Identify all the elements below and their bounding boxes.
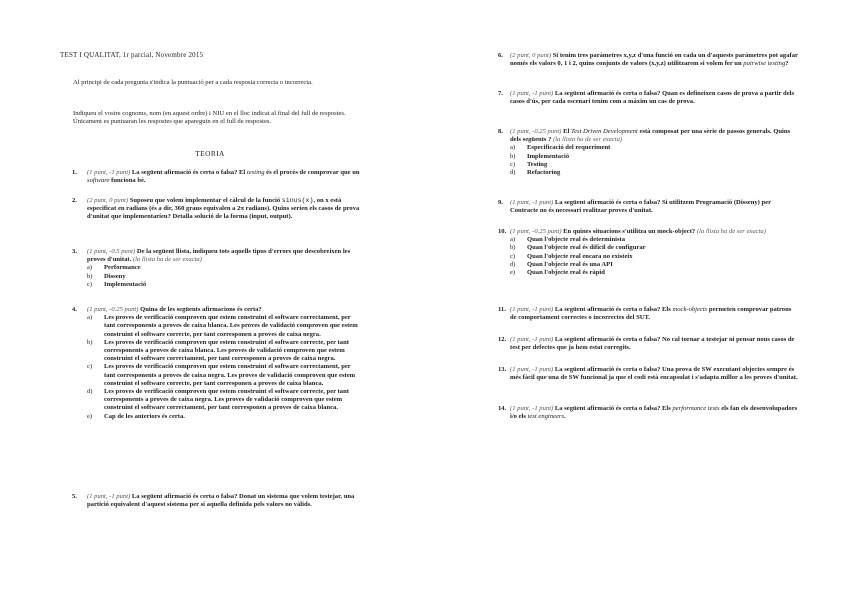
options-list bbox=[498, 236, 798, 277]
question-text: Si tenim tres paràmetres x,y,z d'una funció on cada un d'aquests paràmetres pot agafar només els valors 0, 1 i 2, quins conjunts de valors (x,y,z) utilitzarem si volem fer un bbox=[510, 52, 798, 68]
option-c[interactable]: c) Testing bbox=[510, 160, 548, 168]
question-text: La següent afirmació és certa o falsa? Quan es defineixen casos de prova a partir dels casos d'ús, per cada escenari tenim com a màxim un cas de prova. bbox=[510, 90, 795, 106]
intro-paragraph-2: Indiqueu el vostre cognoms, nom (en aquest ordre) i NIU en el lloc indicat al final del full de respostes. Únicament es puntuaran les respostes que apareguin en el full de respostes. bbox=[73, 110, 346, 126]
question-points: (1 punt, -0.25 punt) bbox=[510, 228, 562, 235]
options-list bbox=[60, 264, 360, 289]
question-number: 2. bbox=[72, 197, 77, 204]
question-text: La següent afirmació és certa o falsa? El bbox=[131, 169, 246, 176]
section-title: TEORIA bbox=[195, 149, 225, 158]
question-points: (1 punt, -0.25 punt) bbox=[510, 128, 562, 135]
option-b[interactable]: b) Les proves de verificació comproven que estem construint el software correcte, per tant corresponents a proves de caixa blanca. Les proves de validació comproven que estem construint el software correctament, per tant corresponen a proves de caixa negra. bbox=[87, 338, 349, 363]
question-2: 2. (2 punt, 0 punt) Suposeu que volem implementar el càlcul de la funció sinus(x), on x està especificat en radians (és a dir, 360 graus equivalen a 2π radians). Quins serien els casos de prova d'unitat que implementaríeu? Detalla solució de la forma (input, output). bbox=[72, 197, 360, 221]
option-d[interactable]: d) Refactoring bbox=[510, 169, 561, 177]
question-points: (1 punt, -1 punt) bbox=[510, 306, 554, 313]
question-text: La següent afirmació és certa o falsa? Una prova de SW executant objectes sempre és més fàcil que una de SW funcional ja que el codi està encapsulat i s'adapta millor a les proves d'unitat. bbox=[510, 366, 798, 382]
question-text: De la següent llista, indiqueu tots aquells tipus d'errors que descobreixen les proves d'unitat. bbox=[87, 248, 351, 264]
question-points: (1 punt, -1 punt) bbox=[510, 405, 554, 412]
question-text: Quina de les següents afirmacions és certa? bbox=[140, 306, 262, 313]
option-a[interactable]: a) Les proves de verificació comproven que estem construint el software correctament, per tant corresponents a proves de caixa blanca. Les proves de validació comproven que estem construint el software correcte, per tant corresponen a proves de caixa negra. bbox=[87, 314, 358, 338]
page-title: TEST I QUALITAT, 1r parcial, Novembre 2015 bbox=[60, 51, 204, 59]
question-4 bbox=[60, 306, 360, 421]
question-points: (1 punt, -1 punt) bbox=[510, 90, 554, 97]
intro-paragraph-1: Al principi de cada pregunta s'indica la puntuació per a cada resposta correcta o incorrecta. bbox=[73, 79, 313, 86]
question-points: (1 punt, -1 punt) bbox=[87, 169, 131, 176]
question-points: (1 punt, -1 punt) bbox=[87, 493, 131, 500]
question-number: 13. bbox=[498, 366, 507, 373]
options-list bbox=[498, 144, 798, 177]
question-points: (2 punt, 0 punt) bbox=[510, 52, 552, 59]
question-number: 5. bbox=[72, 493, 77, 500]
question-5 bbox=[60, 493, 360, 509]
option-d[interactable]: d) Les proves de verificació comproven que estem construint el software correcte, per tant corresponents a proves de caixa negra. Les proves de validació comproven que estem construint el software correctament, per tant corresponen a proves de caixa blanca. bbox=[87, 388, 349, 412]
question-number: 10. bbox=[498, 228, 507, 235]
option-b[interactable]: b) Implementació bbox=[510, 152, 570, 160]
option-c[interactable]: c) Les proves de verificació comproven que estem construint el software correctament, per tant corresponents a proves de caixa negra. Les proves de validació comproven que estem construint el software correcte, per tant corresponen a proves de caixa blanca. bbox=[87, 363, 356, 387]
question-points: (1 punt, -1 punt) bbox=[510, 366, 554, 373]
option-a[interactable]: a) Especificació del requeriment bbox=[510, 144, 611, 152]
option-a[interactable]: a) Performance bbox=[87, 264, 141, 272]
question-number: 4. bbox=[72, 306, 77, 313]
option-c[interactable]: c) Implementació bbox=[87, 280, 147, 288]
question-points: (1 punt, -0.25 punt) bbox=[87, 306, 139, 313]
question-points: (2 punt, 0 punt) bbox=[87, 197, 129, 204]
question-7 bbox=[498, 90, 798, 106]
question-text: Suposeu que volem implementar el càlcul de la funció bbox=[129, 197, 281, 204]
question-text: La següent afirmació és certa o falsa? Si utilitzem Programació (Disseny) per Contracte no és necessari realitzar proves d'unitat. bbox=[510, 199, 771, 215]
question-number: 1. bbox=[72, 169, 77, 176]
question-text: En quines situacions s'utilitza un mock-object? bbox=[563, 228, 696, 235]
question-text: La següent afirmació és certa o falsa? Els bbox=[554, 306, 671, 313]
question-11: 11. (1 punt, -1 punt) La següent afirmació és certa o falsa? Els mock-objects permeten comprovar patrons de comportament correctes o incorrectes del SUT. bbox=[498, 306, 792, 322]
question-points: (1 punt, -1 punt) bbox=[510, 199, 554, 206]
option-b[interactable]: b) Quan l'objecte real és difícil de configurar bbox=[510, 244, 646, 252]
option-b[interactable]: b) Disseny bbox=[87, 272, 126, 280]
question-1: 1. (1 punt, -1 punt) La següent afirmació és certa o falsa? El testing és el procés de comprovar que un software funciona bé. bbox=[72, 169, 360, 185]
question-points: (1 punt, -1 punt) bbox=[510, 336, 554, 343]
question-9 bbox=[498, 199, 798, 215]
question-number: 3. bbox=[72, 248, 77, 255]
option-e[interactable]: e) Cap de les anteriors és certa. bbox=[87, 412, 185, 420]
question-number: 7. bbox=[498, 90, 503, 97]
question-text: La següent afirmació és certa o falsa? No cal tornar a testejar ni pensar nous casos de test per defectes que ja hem estat corregits. bbox=[510, 336, 795, 352]
option-e[interactable]: e) Quan l'objecte real és ràpid bbox=[510, 269, 605, 277]
question-number: 6. bbox=[498, 52, 503, 59]
question-14: 14. (1 punt, -1 punt) La següent afirmació és certa o falsa? Els performance tests els fan els desenvolupadors i/o els test engineers. bbox=[498, 405, 798, 421]
option-a[interactable]: a) Quan l'objecte real és determinista bbox=[510, 236, 626, 244]
question-text: La següent afirmació és certa o falsa? Els bbox=[554, 405, 671, 412]
question-12 bbox=[498, 336, 798, 352]
question-8: 8. (1 punt, -0.25 punt) El Test Driven Development està composat per una sèrie de passos generals. Quins dels següents ? (la llista ha de ser exacta) a) Especificació del requeriment b) Implementació c) Testing d) Refactoring bbox=[498, 128, 798, 177]
options-list bbox=[60, 314, 360, 421]
question-10: 10. (1 punt, -0.25 punt) En quines situacions s'utilitza un mock-object? (la llista ha de ser exacta) a) Quan l'objecte real és determinista b) Quan l'objecte real és difícil de configurar c) Quan l'objecte real encara no existeix d) Quan l'objecte real és una API e) Quan l'objecte real és ràpid bbox=[498, 228, 798, 277]
question-number: 9. bbox=[498, 199, 503, 206]
question-text: La següent afirmació és certa o falsa? Donat un sistema que volem testejar, una partició equivalent d'aquest sistema per si aquella definida pels valors no vàlids. bbox=[87, 493, 355, 509]
question-number: 14. bbox=[498, 405, 507, 412]
question-number: 12. bbox=[498, 336, 507, 343]
question-number: 11. bbox=[498, 306, 506, 313]
question-6: 6. (2 punt, 0 punt) Si tenim tres paràmetres x,y,z d'una funció on cada un d'aquests paràmetres pot agafar només els valors 0, 1 i 2, quins conjunts de valors (x,y,z) utilitzarem si volem fer un pairwise testing? bbox=[498, 52, 798, 68]
question-13 bbox=[498, 366, 798, 382]
question-number: 8. bbox=[498, 128, 503, 135]
question-text: El bbox=[563, 128, 570, 135]
question-points: (1 punt, -0.5 punt) bbox=[87, 248, 136, 255]
option-c[interactable]: c) Quan l'objecte real encara no existeix bbox=[510, 252, 633, 260]
option-d[interactable]: d) Quan l'objecte real és una API bbox=[510, 260, 613, 268]
question-3: 3. (1 punt, -0.5 punt) De la següent llista, indiqueu tots aquells tipus d'errors que descobreixen les proves d'unitat. (la llista ha de ser exacta) a) Performance b) Disseny c) Implementació bbox=[60, 248, 360, 289]
